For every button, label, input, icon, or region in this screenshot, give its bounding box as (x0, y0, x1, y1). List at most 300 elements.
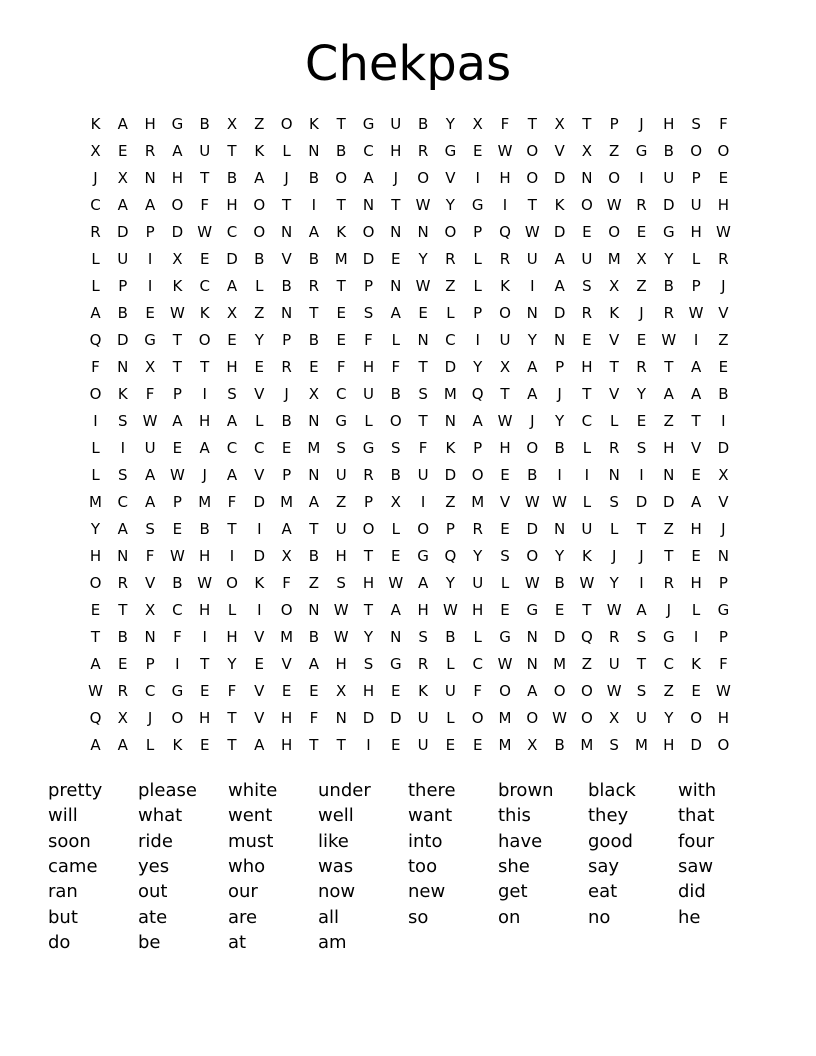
grid-letter: T (200, 655, 210, 673)
grid-letter: H (663, 439, 675, 457)
word-list-item: ate (138, 906, 168, 928)
word-list-item: now (318, 881, 356, 903)
grid-letter: W (715, 223, 731, 241)
grid-letter: A (308, 493, 320, 511)
grid-letter: P (691, 277, 701, 295)
grid-letter: I (147, 277, 153, 295)
grid-letter: V (445, 169, 456, 187)
grid-letter: T (500, 385, 510, 403)
grid-letter: D (663, 196, 675, 214)
grid-letter: B (663, 277, 674, 295)
grid-letter: Y (445, 574, 455, 592)
grid-letter: E (254, 358, 265, 376)
grid-letter: M (635, 736, 648, 754)
word-list-item: get (498, 881, 528, 903)
word-list-item: are (228, 906, 258, 928)
word-list-item: did (678, 881, 706, 903)
word-list-item: be (138, 931, 161, 953)
grid-letter: H (362, 574, 375, 592)
grid-letter: L (91, 277, 100, 295)
grid-row (82, 705, 742, 732)
grid-letter: E (391, 547, 401, 565)
grid-letter: E (500, 601, 510, 619)
grid-letter: S (418, 385, 428, 403)
grid-letter: F (200, 196, 209, 214)
grid-letter: N (308, 601, 320, 619)
grid-letter: T (582, 385, 592, 403)
grid-letter: I (147, 250, 153, 268)
grid-letter: E (199, 250, 210, 268)
grid-letter: A (636, 601, 647, 619)
grid-letter: X (609, 277, 620, 295)
grid-letter: T (636, 655, 647, 673)
grid-letter: A (690, 358, 702, 376)
grid-letter: E (691, 547, 701, 565)
grid-letter: I (229, 547, 235, 565)
grid-letter: O (690, 142, 702, 160)
grid-letter: W (388, 574, 404, 592)
grid-row (82, 489, 742, 516)
grid-letter: Z (636, 277, 647, 295)
grid-letter: A (527, 385, 538, 403)
grid-letter: L (473, 277, 482, 295)
word-list-item: at (228, 931, 247, 953)
grid-letter: L (282, 142, 291, 160)
grid-letter: S (636, 682, 647, 700)
word-list-item: ran (48, 881, 78, 903)
grid-letter: B (445, 628, 456, 646)
grid-letter: F (282, 574, 291, 592)
grid-letter: H (199, 412, 211, 430)
grid-letter: T (336, 115, 346, 133)
grid-letter: K (581, 547, 592, 565)
grid-letter: A (363, 169, 374, 187)
grid-letter: O (717, 736, 730, 754)
grid-letter: L (91, 250, 100, 268)
grid-letter: Z (663, 520, 674, 538)
grid-letter: B (336, 142, 347, 160)
grid-letter: B (254, 250, 265, 268)
grid-letter: O (499, 304, 511, 322)
grid-letter: O (253, 223, 266, 241)
word-list-item: want (408, 805, 453, 827)
grid-letter: B (226, 169, 238, 187)
grid-letter: A (172, 142, 183, 160)
grid-letter: S (363, 304, 374, 322)
grid-letter: B (308, 628, 320, 646)
grid-letter: J (530, 412, 535, 430)
grid-row (82, 165, 742, 192)
grid-letter: G (171, 682, 184, 700)
grid-letter: I (721, 412, 726, 430)
grid-letter: I (311, 196, 317, 214)
grid-letter: I (257, 520, 262, 538)
grid-letter: U (335, 520, 347, 538)
grid-letter: B (281, 412, 292, 430)
grid-letter: A (90, 655, 101, 673)
grid-letter: E (281, 439, 292, 457)
grid-letter: D (553, 169, 566, 187)
grid-letter: Y (227, 655, 237, 673)
word-list-item: there (408, 780, 456, 801)
grid-letter: O (580, 709, 593, 727)
grid-letter: M (580, 736, 594, 754)
grid-letter: V (609, 385, 620, 403)
grid-row (82, 219, 742, 246)
word-list-item: ride (138, 830, 173, 852)
grid-letter: H (335, 655, 347, 673)
grid-letter: L (364, 412, 373, 430)
grid-letter: A (117, 196, 128, 214)
grid-letter: J (666, 601, 672, 619)
grid-letter: X (117, 169, 128, 187)
grid-letter: V (718, 304, 729, 322)
grid-letter: B (172, 574, 183, 592)
grid-letter: O (417, 520, 429, 538)
grid-letter: F (418, 439, 428, 457)
grid-letter: H (199, 709, 211, 727)
grid-letter: T (582, 115, 592, 133)
word-list-item: too (408, 855, 438, 877)
grid-letter: I (557, 466, 562, 484)
grid-letter: O (171, 196, 184, 214)
word-list-item: do (48, 931, 71, 953)
grid-letter: U (444, 682, 456, 700)
grid-letter: E (500, 520, 510, 538)
grid-letter: T (227, 520, 237, 538)
grid-letter: M (443, 385, 457, 403)
grid-letter: M (307, 439, 321, 457)
grid-letter: L (227, 601, 237, 619)
grid-letter: P (172, 385, 182, 403)
grid-letter: R (117, 682, 129, 700)
grid-letter: E (718, 169, 729, 187)
grid-letter: W (715, 682, 731, 700)
grid-letter: D (553, 628, 566, 646)
grid-letter: G (635, 142, 648, 160)
grid-row (82, 354, 742, 381)
grid-letter: H (226, 628, 238, 646)
grid-letter: B (554, 574, 565, 592)
grid-letter: K (500, 277, 510, 295)
grid-letter: Q (89, 709, 102, 727)
grid-letter: X (390, 493, 401, 511)
grid-letter: C (581, 412, 593, 430)
grid-letter: G (362, 115, 375, 133)
grid-letter: C (117, 493, 129, 511)
word-list-item: on (498, 906, 521, 928)
grid-letter: R (636, 358, 647, 376)
grid-letter: W (88, 682, 103, 700)
grid-letter: S (363, 655, 374, 673)
grid-letter: C (363, 142, 374, 160)
grid-letter: H (362, 358, 375, 376)
grid-letter: O (553, 682, 566, 700)
grid-row (82, 327, 742, 354)
grid-letter: H (226, 196, 238, 214)
word-list-item: black (588, 780, 636, 801)
grid-letter: F (227, 682, 237, 700)
grid-letter: J (147, 709, 153, 727)
word-list-item: new (408, 881, 446, 903)
grid-letter: H (89, 547, 102, 565)
grid-letter: N (280, 304, 293, 322)
grid-letter: T (336, 736, 346, 754)
grid-letter: A (117, 115, 128, 133)
grid-letter: B (718, 385, 729, 403)
grid-letter: Q (444, 547, 457, 565)
grid-letter: N (362, 196, 375, 214)
grid-letter: L (610, 520, 619, 538)
grid-letter: V (554, 142, 565, 160)
grid-letter: K (117, 385, 128, 403)
grid-letter: P (445, 520, 455, 538)
grid-letter: K (691, 655, 702, 673)
grid-letter: R (417, 142, 429, 160)
grid-letter: J (284, 385, 289, 403)
grid-letter: E (199, 736, 210, 754)
grid-letter: T (363, 601, 374, 619)
grid-letter: A (527, 682, 538, 700)
word-list-item: he (678, 906, 701, 928)
grid-letter: F (364, 331, 373, 349)
grid-letter: H (226, 358, 238, 376)
grid-letter: W (661, 331, 677, 349)
grid-letter: T (391, 196, 401, 214)
grid-letter: O (89, 385, 102, 403)
grid-letter: F (719, 655, 728, 673)
grid-letter: H (499, 169, 511, 187)
grid-row (82, 543, 742, 570)
grid-letter: R (117, 574, 129, 592)
grid-letter: G (444, 142, 457, 160)
grid-letter: B (199, 520, 210, 538)
grid-letter: Y (555, 547, 565, 565)
grid-letter: B (308, 547, 320, 565)
grid-letter: H (717, 709, 730, 727)
grid-letter: N (144, 628, 156, 646)
word-list-item: out (138, 881, 168, 903)
grid-letter: Z (445, 277, 456, 295)
grid-letter: T (282, 196, 292, 214)
grid-letter: L (610, 412, 619, 430)
grid-letter: P (718, 574, 728, 592)
grid-letter: U (417, 466, 429, 484)
grid-letter: W (142, 412, 158, 430)
grid-letter: H (663, 736, 675, 754)
grid-letter: N (390, 628, 402, 646)
grid-letter: S (418, 628, 428, 646)
grid-letter: W (688, 304, 704, 322)
page-title: Chekpas (304, 36, 512, 92)
grid-letter: O (335, 169, 348, 187)
grid-letter: O (471, 709, 484, 727)
grid-letter: R (663, 304, 675, 322)
grid-letter: C (226, 439, 238, 457)
grid-letter: O (608, 223, 621, 241)
grid-letter: H (690, 520, 702, 538)
grid-letter: H (280, 736, 293, 754)
grid-letter: E (281, 682, 292, 700)
grid-letter: O (280, 115, 293, 133)
grid-letter: T (227, 709, 237, 727)
grid-letter: H (199, 547, 211, 565)
grid-letter: O (526, 709, 539, 727)
grid-letter: H (362, 682, 375, 700)
grid-letter: J (639, 304, 644, 322)
grid-row (82, 732, 742, 759)
grid-letter: Z (254, 304, 265, 322)
grid-letter: Q (580, 628, 593, 646)
grid-letter: T (90, 628, 101, 646)
grid-letter: T (664, 358, 674, 376)
grid-letter: W (197, 574, 213, 592)
grid-letter: H (171, 169, 184, 187)
grid-letter: S (500, 547, 510, 565)
grid-letter: I (502, 196, 508, 214)
grid-letter: U (636, 709, 647, 727)
grid-letter: L (691, 601, 701, 619)
grid-letter: X (336, 682, 347, 700)
grid-letter: D (117, 223, 129, 241)
grid-letter: E (254, 655, 265, 673)
grid-letter: B (527, 466, 538, 484)
word-list-item: like (318, 830, 349, 852)
grid-letter: E (227, 331, 237, 349)
grid-letter: E (172, 439, 183, 457)
grid-letter: J (557, 385, 562, 403)
grid-letter: M (553, 655, 567, 673)
grid-letter: S (145, 520, 155, 538)
grid-letter: A (308, 655, 320, 673)
grid-letter: C (335, 385, 347, 403)
grid-row (82, 597, 742, 624)
grid-letter: X (172, 250, 183, 268)
grid-letter: A (254, 169, 265, 187)
grid-letter: Y (363, 628, 374, 646)
grid-letter: K (336, 223, 347, 241)
grid-letter: H (690, 574, 702, 592)
grid-letter: E (199, 682, 210, 700)
grid-letter: A (117, 520, 128, 538)
grid-letter: J (721, 520, 726, 538)
grid-letter: E (309, 682, 319, 700)
word-list-item: pretty (48, 780, 103, 801)
grid-letter: R (144, 142, 156, 160)
grid-letter: T (309, 304, 319, 322)
grid-letter: Y (473, 547, 483, 565)
grid-letter: N (390, 277, 402, 295)
grid-letter: X (636, 250, 647, 268)
grid-letter: W (442, 601, 458, 619)
grid-letter: L (500, 574, 510, 592)
grid-letter: U (417, 709, 429, 727)
grid-letter: H (663, 115, 675, 133)
grid-letter: C (144, 682, 156, 700)
grid-letter: A (172, 412, 183, 430)
grid-letter: S (118, 412, 128, 430)
grid-letter: O (499, 682, 511, 700)
grid-letter: N (608, 466, 620, 484)
grid-letter: H (199, 601, 211, 619)
grid-letter: V (254, 628, 265, 646)
grid-letter: E (472, 736, 483, 754)
grid-letter: T (582, 601, 592, 619)
grid-letter: E (418, 304, 428, 322)
grid-letter: G (362, 439, 375, 457)
grid-letter: G (526, 601, 539, 619)
grid-letter: N (280, 223, 293, 241)
grid-letter: A (690, 385, 702, 403)
grid-letter: T (527, 196, 537, 214)
grid-letter: G (171, 115, 184, 133)
grid-letter: A (254, 736, 265, 754)
word-list-item: who (228, 855, 266, 877)
grid-letter: X (90, 142, 101, 160)
grid-letter: J (721, 277, 726, 295)
grid-letter: S (636, 439, 647, 457)
grid-letter: I (475, 331, 480, 349)
grid-letter: Y (90, 520, 101, 538)
grid-letter: S (609, 736, 619, 754)
grid-letter: K (199, 304, 210, 322)
grid-letter: D (362, 709, 375, 727)
grid-letter: J (393, 169, 399, 187)
grid-letter: N (581, 169, 593, 187)
grid-letter: U (581, 250, 593, 268)
grid-letter: I (584, 466, 590, 484)
grid-letter: N (117, 547, 129, 565)
grid-letter: E (391, 682, 401, 700)
grid-letter: A (554, 277, 565, 295)
grid-letter: N (335, 709, 347, 727)
grid-row (82, 624, 742, 651)
grid-letter: B (199, 115, 210, 133)
grid-letter: H (390, 142, 402, 160)
grid-letter: D (362, 250, 375, 268)
word-list-item: have (498, 830, 543, 852)
grid-letter: E (718, 358, 729, 376)
grid-letter: A (144, 196, 156, 214)
grid-letter: R (308, 277, 320, 295)
word-list-item: so (408, 906, 429, 928)
grid-letter: Z (336, 493, 347, 511)
grid-letter: P (118, 277, 128, 295)
grid-letter: I (257, 601, 262, 619)
grid-letter: W (197, 223, 213, 241)
grid-letter: B (117, 628, 128, 646)
grid-letter: R (663, 574, 675, 592)
grid-letter: C (90, 196, 101, 214)
grid-letter: J (639, 547, 644, 565)
grid-letter: G (471, 196, 484, 214)
grid-letter: E (336, 304, 346, 322)
grid-letter: X (472, 115, 483, 133)
grid-letter: D (253, 493, 266, 511)
grid-letter: O (526, 142, 539, 160)
grid-letter: N (417, 331, 429, 349)
word-list-item: must (228, 830, 274, 852)
grid-row (82, 408, 742, 435)
grid-letter: U (417, 736, 429, 754)
grid-letter: B (281, 277, 292, 295)
grid-letter: V (254, 385, 265, 403)
grid-letter: A (663, 385, 674, 403)
grid-letter: A (690, 493, 702, 511)
grid-letter: F (309, 709, 319, 727)
word-list-item: they (588, 805, 629, 827)
grid-letter: X (527, 736, 538, 754)
